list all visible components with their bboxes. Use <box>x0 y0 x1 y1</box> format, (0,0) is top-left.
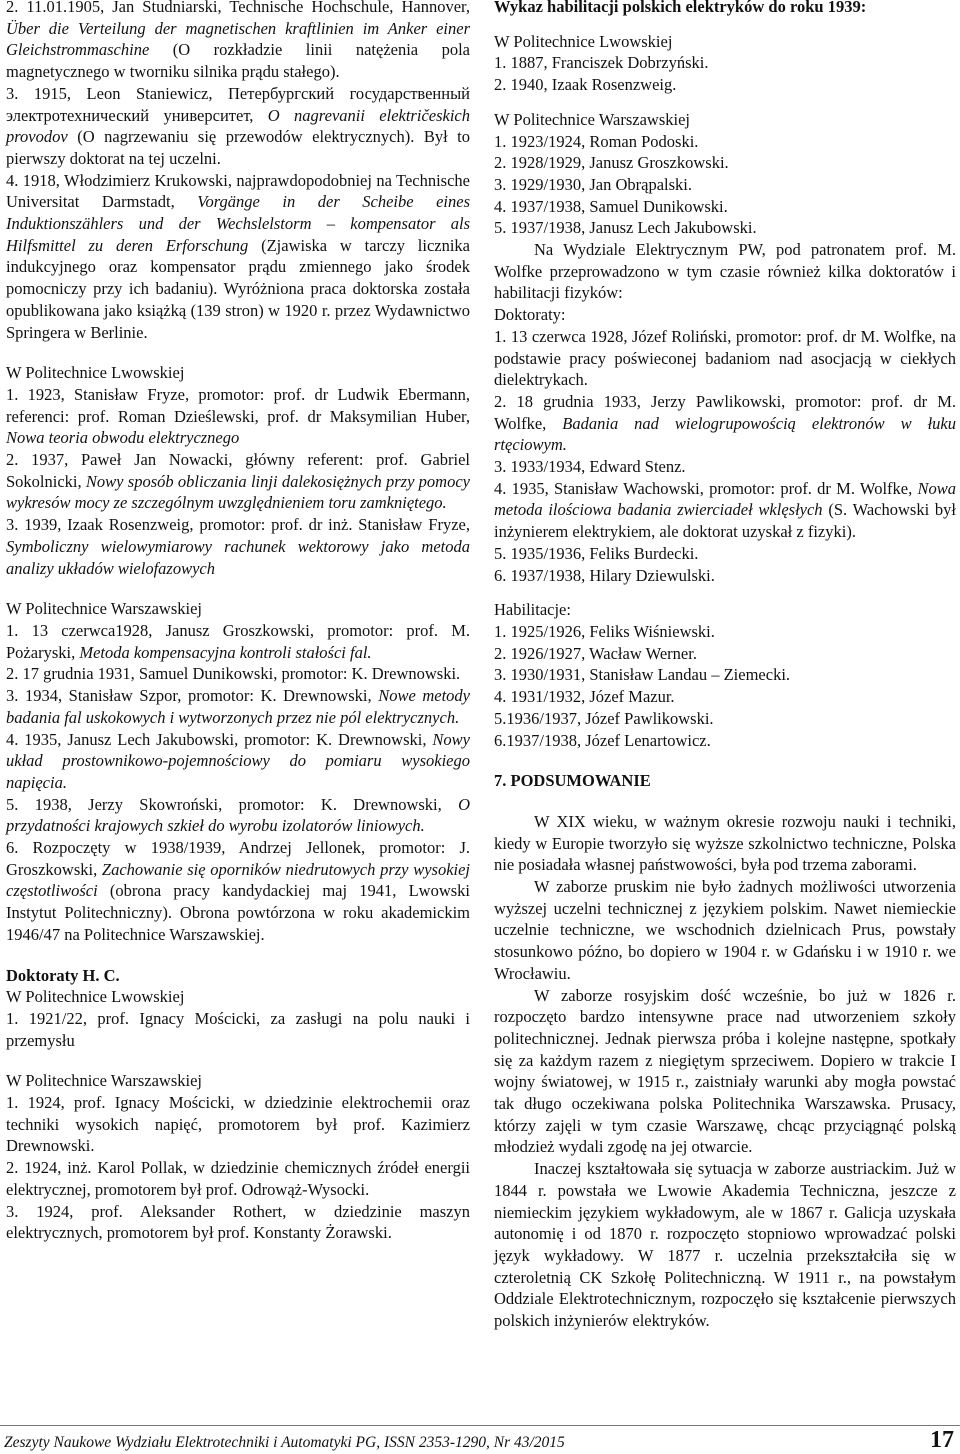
summary-paragraph: W XIX wieku, w ważnym okresie rozwoju nauki i techniki, kiedy w Europie tworzyło się wyższe szkolnictwo techniczne, Polska nie posiadała własnej państwowości, była pod trzema zaborami. <box>494 811 956 875</box>
left-column <box>6 0 470 1244</box>
warsaw-doctorate-5: 5. 1938, Jerzy Skowroński, promotor: K. Drewnowski, O przydatności krajowych szkieł do wyrobu izolatorów liniowych. <box>6 794 470 836</box>
doctorate-entry-3: 3. 1915, Leon Staniewicz, Петербургский государственный электротехнический университет, O nagrevanii električeskich provodov (O nagrzewaniu się przewodów elektrycznych). Był to pierwszy doktorat na tej uczelni. <box>6 83 470 168</box>
physics-habilitation: 6.1937/1938, Józef Lenartowicz. <box>494 730 711 750</box>
physics-doctorate-3: 3. 1933/1934, Edward Stenz. <box>494 457 686 477</box>
warsaw-doctorate-3: 3. 1934, Stanisław Szpor, promotor: K. Drewnowski, Nowe metody badania fal uskokowych i wytworzonych przez nie pól elektrycznych. <box>6 686 471 727</box>
section-heading-summary: 7. PODSUMOWANIE <box>494 771 651 791</box>
warsaw-doctorate-2: 2. 17 grudnia 1931, Samuel Dunikowski, promotor: K. Drewnowski. <box>6 664 461 684</box>
summary-paragraph: Inaczej kształtowała się sytuacja w zaborze austriackim. Już w 1844 r. powstała we Lwowie Akademia Techniczna, jeszcze z niemieckim językiem wykładowym, ale w 1867 r. Galicja uzyskała autonomię i od 1870 r. rozpoczęto stopniowo wprowadzać polski język wykładowy. W 1877 r. uczelnia przekształciła się w czteroletnią CK Szkołę Politechniczną. W 1911 r., na powstałym Oddziale Elektrotechnicznym, rozpoczęło się kształcenie pierwszych polskich inżynierów elektryków. <box>494 1159 956 1331</box>
lwow-doctorate-1: 1. 1923, Stanisław Fryze, promotor: prof. dr Ludwik Ebermann, referenci: prof. Roman Dzieślewski, prof. dr Maksymilian Huber, Nowa teoria obwodu elektrycznego <box>6 384 470 448</box>
warsaw-heading: W Politechnice Warszawskiej <box>6 599 203 619</box>
hab-warsaw-entry: 5. 1937/1938, Janusz Lech Jakubowski. <box>494 218 757 238</box>
page-number: 17 <box>930 1427 954 1453</box>
doctorate-entry-4: 4. 1918, Włodzimierz Krukowski, najprawdopodobniej na Technische Universitat Darmstadt, Vorgänge in der Scheibe eines Induktionszählers und der Wechslelstorm – kompensator als Hilfsmittel zu deren Erforschung (Zjawiska w tarczy licznika indukcyjnego oraz kompensator prądu zmiennego jako środek pomocniczy przy ich badaniu). Wyróżniona praca doktorska została opublikowana jako książką (139 stron) w 1920 r. przez Wydawnictwo Springera w Berlinie. <box>6 170 471 342</box>
hab-warsaw-entry: 2. 1928/1929, Janusz Groszkowski. <box>494 153 729 173</box>
journal-citation: Zeszyty Naukowe Wydziału Elektrotechniki i Automatyki PG, ISSN 2353-1290, Nr 43/2015 <box>4 1434 565 1451</box>
physics-doctorate-1: 1. 13 czerwca 1928, Józef Roliński, promotor: prof. dr M. Wolfke, na podstawie pracy poświeconej badaniom nad asocjacją w ciekłych dielektrykach. <box>494 326 956 390</box>
hab-warsaw-entry: 4. 1937/1938, Samuel Dunikowski. <box>494 196 728 216</box>
hab-lwow-heading: W Politechnice Lwowskiej <box>494 31 673 51</box>
hc-warsaw-entry-1: 1. 1924, prof. Ignacy Mościcki, w dziedzinie elektrochemii oraz techniki wysokich napięć, promotorem był prof. Kazimierz Drewnowski. <box>6 1093 470 1156</box>
hab-warsaw-heading: W Politechnice Warszawskiej <box>494 109 691 129</box>
doctorate-entry-2: 2. 11.01.1905, Jan Studniarski, Technische Hochschule, Hannover, Über die Verteilung der magnetischen kraftlinien im Anker einer Gleichstrommaschine (O rozkładzie linii natężenia pola magnetycznego w tworniku silnika prądu stałego). <box>6 0 470 82</box>
right-column <box>494 0 956 1332</box>
hc-lwow-heading: W Politechnice Lwowskiej <box>6 987 185 1007</box>
summary-paragraph: W zaborze pruskim nie było żadnych możliwości utworzenia wyższej uczelni technicznej z językiem polskim. Nawet niemieckie uczelnie techniczne, we wschodnich dzielnicach Prus, powstały stosunkowo późno, bo dopiero w 1904 r. w Gdańsku i w 1910 r. we Wrocławiu. <box>494 877 956 983</box>
lwow-doctorate-2: 2. 1937, Paweł Jan Nowacki, główny referent: prof. Gabriel Sokolnicki, Nowy sposób obliczania linji dalekosiężnych przy pomocy wykresów mocy ze szczególnym uwzględnieniem toru zamkniętego. <box>6 450 470 513</box>
doctorates-label: Doktoraty: <box>494 305 566 325</box>
hc-warsaw-entry-3: 3. 1924, prof. Aleksander Rothert, w dziedzinie maszyn elektrycznych, promotorem był prof. Konstanty Żorawski. <box>6 1201 470 1243</box>
hab-warsaw-entry: 3. 1929/1930, Jan Obrąpalski. <box>494 174 692 194</box>
warsaw-doctorate-1: 1. 13 czerwca1928, Janusz Groszkowski, promotor: prof. M. Pożaryski, Metoda kompensacyjna kontroli stałości fal. <box>6 620 470 662</box>
summary-paragraph: W zaborze rosyjskim dość wcześnie, bo już w 1826 r. rozpoczęto bardzo intensywne prace nad utworzeniem szkoły politechnicznej. Jednak pierwsza próba i kolejne następne, spotkały się za każdym razem z niegiętym sprzeciwem. Dopiero w trakcie I wojny światowej, w 1915 r., zaistniały warunki aby mogła powstać tak długo oczekiwana polska Politechnika Warszawska. Prusacy, którzy zajęli w tym czasie Warszawę, chcąc przyciągnąć polską młodzież wydali zgodę na jej otwarcie. <box>494 985 956 1157</box>
warsaw-doctorate-6: 6. Rozpoczęty w 1938/1939, Andrzej Jellonek, promotor: J. Groszkowski, Zachowanie się oporników niedrutowych przy wysokiej częstotliwości (obrona pracy kandydackiej maj 1941, Lwowski Instytut Politechniczny). Obrona powtórzona w roku akademickim 1946/47 na Politechnice Warszawskiej. <box>6 838 471 944</box>
hc-warsaw-heading: W Politechnice Warszawskiej <box>6 1071 203 1091</box>
physics-habilitation: 3. 1930/1931, Stanisław Landau – Ziemecki. <box>494 665 791 685</box>
hc-warsaw-entry-2: 2. 1924, inż. Karol Pollak, w dziedzinie chemicznych źródeł energii elektrycznej, promotorem był prof. Odrowąż-Wysocki. <box>6 1158 470 1199</box>
hc-lwow-entry-1: 1. 1921/22, prof. Ignacy Mościcki, za zasługi na polu nauki i przemysłu <box>6 1008 470 1050</box>
honorary-doctorates-heading: Doktoraty H. C. <box>6 965 120 985</box>
physics-habilitation: 2. 1926/1927, Wacław Werner. <box>494 643 697 663</box>
lwow-heading: W Politechnice Lwowskiej <box>6 363 185 383</box>
habilitations-list-heading: Wykaz habilitacji polskich elektryków do roku 1939: <box>494 0 867 16</box>
physics-doctorate-4: 4. 1935, Stanisław Wachowski, promotor: prof. dr M. Wolfke, Nowa metoda ilościowa badania zwierciadeł wklęsłych (S. Wachowski był inżynierem elektrykiem, ale doktorat uzyskał z fizyki). <box>494 478 956 542</box>
habilitations-label: Habilitacje: <box>494 600 571 620</box>
hab-lwow-entry: 1. 1887, Franciszek Dobrzyński. <box>494 53 709 73</box>
hab-warsaw-entry: 1. 1923/1924, Roman Podoski. <box>494 131 699 151</box>
physics-doctorate-6: 6. 1937/1938, Hilary Dziewulski. <box>494 565 715 585</box>
physics-doctorate-2: 2. 18 grudnia 1933, Jerzy Pawlikowski, promotor: prof. dr M. Wolfke, Badania nad wielogrupowością elektronów w łuku rtęciowym. <box>494 391 956 455</box>
hab-lwow-entry: 2. 1940, Izaak Rosenzweig. <box>494 75 677 95</box>
physics-habilitation: 1. 1925/1926, Feliks Wiśniewski. <box>494 621 715 641</box>
warsaw-doctorate-4: 4. 1935, Janusz Lech Jakubowski, promotor: K. Drewnowski, Nowy układ prostownikowo-pojemnościowy do pomiaru wysokiego napięcia. <box>6 729 470 792</box>
physics-doctorate-5: 5. 1935/1936, Feliks Burdecki. <box>494 543 699 563</box>
page-footer <box>0 1425 960 1454</box>
physics-habilitation: 5.1936/1937, Józef Pawlikowski. <box>494 708 714 728</box>
physics-intro-paragraph: Na Wydziale Elektrycznym PW, pod patronatem prof. M. Wolfke przeprowadzono w tym czasie również kilka doktoratów i habilitacji fizyków: <box>494 240 956 303</box>
physics-habilitation: 4. 1931/1932, Józef Mazur. <box>494 687 675 707</box>
lwow-doctorate-3: 3. 1939, Izaak Rosenzweig, promotor: prof. dr inż. Stanisław Fryze, Symboliczny wielowymiarowy rachunek wektorowy jako metoda analizy układów wielofazowych <box>6 515 470 578</box>
